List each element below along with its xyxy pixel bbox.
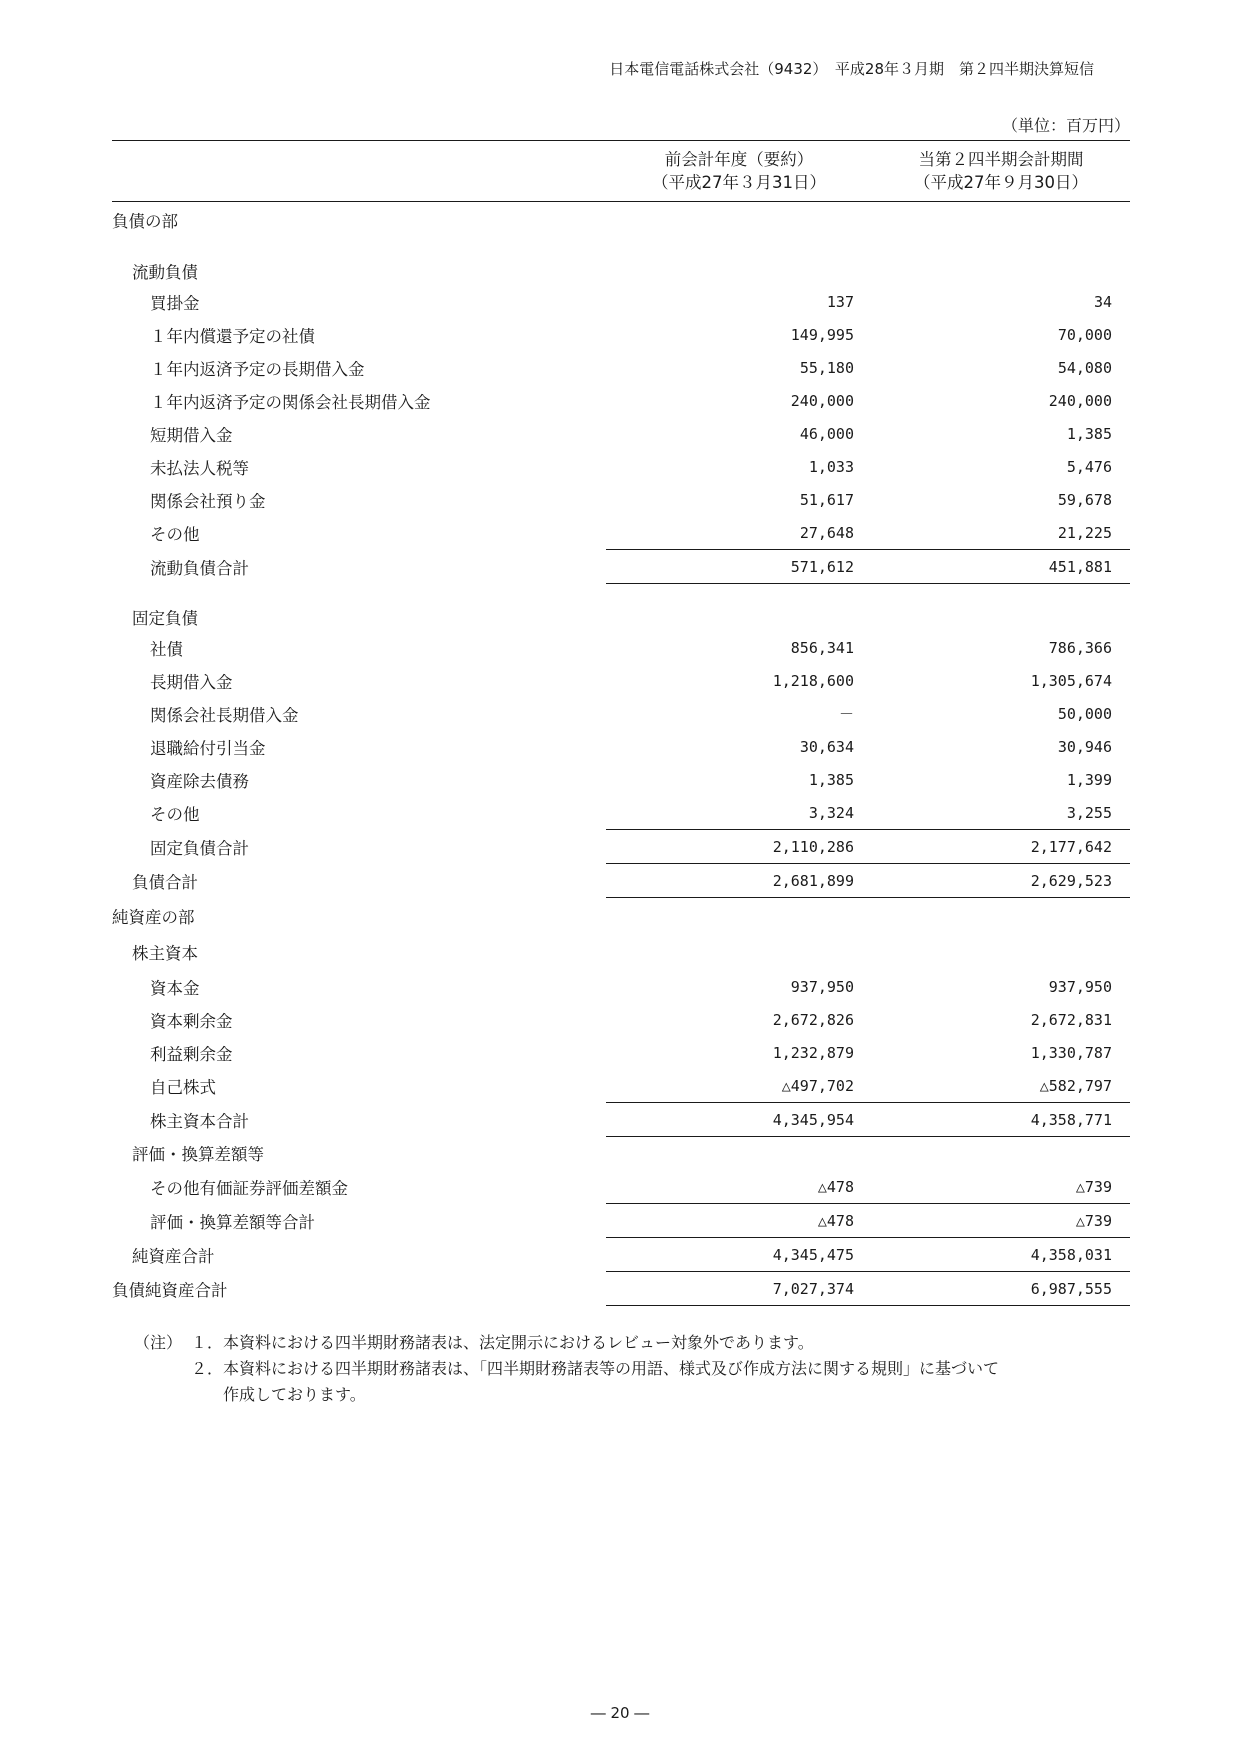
subtotal-row (112, 550, 1130, 584)
row-label: 長期借入金 (150, 672, 233, 692)
value-curr: 4,358,771 (872, 1103, 1130, 1137)
value-prev: 1,385 (808, 770, 854, 789)
table-header-row (112, 141, 1130, 202)
grand-total-row (112, 1272, 1130, 1306)
value-curr: △739 (872, 1204, 1130, 1238)
table-row (112, 1137, 1130, 1171)
subsection-heading: 株主資本 (132, 944, 198, 963)
value-curr: 30,946 (1057, 737, 1112, 756)
row-label: 負債合計 (132, 872, 198, 892)
value-prev: △478 (606, 1204, 872, 1238)
row-label: 固定負債合計 (150, 838, 249, 858)
value-curr: 3,255 (1066, 803, 1112, 822)
value-prev: 46,000 (799, 424, 854, 443)
table-row (112, 351, 1130, 384)
table-row (112, 1036, 1130, 1069)
value-curr: 59,678 (1057, 490, 1112, 509)
value-curr: 21,225 (1057, 523, 1112, 542)
value-prev: 27,648 (799, 523, 854, 542)
row-label: 社債 (150, 639, 183, 659)
value-prev: 137 (826, 292, 854, 311)
row-label: 関係会社預り金 (150, 491, 266, 511)
row-label: 資本剰余金 (150, 1011, 233, 1031)
value-curr: 1,305,674 (1030, 671, 1112, 690)
row-label: その他有価証券評価差額金 (150, 1178, 348, 1198)
row-label: 関係会社長期借入金 (150, 705, 299, 725)
table-row (112, 970, 1130, 1003)
row-label: 利益剰余金 (150, 1044, 233, 1064)
notes-section (134, 1330, 1134, 1408)
value-curr: 451,881 (872, 550, 1130, 584)
table-row (112, 1170, 1130, 1204)
table-row (112, 238, 1130, 285)
section-heading: 負債の部 (112, 212, 178, 231)
subtotal-row (112, 1204, 1130, 1238)
value-prev: 7,027,374 (606, 1272, 872, 1306)
value-prev: △497,702 (781, 1076, 854, 1095)
value-curr: 937,950 (1048, 977, 1112, 996)
value-prev: 2,110,286 (606, 830, 872, 864)
value-curr: △582,797 (1039, 1076, 1112, 1095)
table-row (112, 763, 1130, 796)
row-label: １年内返済予定の長期借入金 (150, 359, 365, 379)
row-label: その他 (150, 524, 200, 544)
row-label: 純資産合計 (132, 1246, 215, 1266)
subsection-heading: 評価・換算差額等 (132, 1145, 264, 1165)
value-curr: 786,366 (1048, 638, 1112, 657)
column-header-prev-line2: （平成27年３月31日） (652, 173, 826, 192)
row-label: 資本金 (150, 978, 200, 998)
row-label: 自己株式 (150, 1077, 216, 1097)
header-blank (112, 141, 606, 202)
value-prev: 1,033 (808, 457, 854, 476)
notes-prefix: （注） (134, 1333, 183, 1352)
value-prev: 1,218,600 (772, 671, 854, 690)
document-header: 日本電信電話株式会社（9432） 平成28年３月期 第２四半期決算短信 (609, 60, 1094, 78)
total-row (112, 864, 1130, 898)
value-prev: 4,345,954 (606, 1103, 872, 1137)
column-header-prev (606, 141, 872, 202)
subtotal-row (112, 1103, 1130, 1137)
row-label: 株主資本合計 (150, 1111, 249, 1131)
section-heading: 純資産の部 (112, 907, 195, 927)
table-row (112, 796, 1130, 830)
row-label: その他 (150, 804, 200, 824)
value-prev: 1,232,879 (772, 1043, 854, 1062)
row-label: １年内返済予定の関係会社長期借入金 (150, 392, 431, 412)
value-curr: 54,080 (1057, 358, 1112, 377)
value-curr: 6,987,555 (872, 1272, 1130, 1306)
value-prev: 937,950 (790, 977, 854, 996)
table-row (112, 285, 1130, 318)
total-row (112, 1238, 1130, 1272)
table-row (112, 1069, 1130, 1103)
table-row (112, 730, 1130, 763)
value-curr: △739 (1075, 1177, 1112, 1196)
column-header-curr (872, 141, 1130, 202)
value-prev: 856,341 (790, 638, 854, 657)
value-prev: 2,672,826 (772, 1010, 854, 1029)
note-1 (134, 1330, 1134, 1356)
value-prev: 30,634 (799, 737, 854, 756)
table-row (112, 898, 1130, 935)
column-header-prev-line1: 前会計年度（要約） (664, 150, 814, 169)
subtotal-row (112, 830, 1130, 864)
column-header-curr-line1: 当第２四半期会計期間 (918, 150, 1084, 169)
value-curr: 240,000 (1048, 391, 1112, 410)
note-2 (134, 1356, 1134, 1408)
row-label: 評価・換算差額等合計 (150, 1212, 315, 1232)
value-prev: 2,681,899 (606, 864, 872, 898)
table-row (112, 584, 1130, 632)
value-prev: △478 (817, 1177, 854, 1196)
value-curr: 70,000 (1057, 325, 1112, 344)
row-label: 退職給付引当金 (150, 738, 266, 758)
value-prev: 55,180 (799, 358, 854, 377)
unit-label: （単位：百万円） (1001, 116, 1130, 135)
value-prev: － (838, 705, 854, 723)
note-1-text: １．本資料における四半期財務諸表は、法定開示におけるレビュー対象外であります。 (191, 1333, 814, 1352)
value-curr: 2,672,831 (1030, 1010, 1112, 1029)
value-prev: 3,324 (808, 803, 854, 822)
table-row (112, 384, 1130, 417)
value-curr: 50,000 (1057, 704, 1112, 723)
subsection-heading: 固定負債 (132, 609, 198, 628)
value-curr: 34 (1093, 292, 1112, 311)
note-2-line2: 作成しております。 (191, 1385, 366, 1404)
value-curr: 2,177,642 (872, 830, 1130, 864)
table-row (112, 697, 1130, 730)
table-row (112, 1003, 1130, 1036)
value-curr: 1,385 (1066, 424, 1112, 443)
table-row (112, 318, 1130, 351)
row-label: 短期借入金 (150, 425, 233, 445)
row-label: 資産除去債務 (150, 771, 249, 791)
row-label: １年内償還予定の社債 (150, 326, 315, 346)
note-2-line1: ２．本資料における四半期財務諸表は、「四半期財務諸表等の用語、様式及び作成方法に関する規則」に基づいて (191, 1359, 1000, 1378)
table-row (112, 450, 1130, 483)
value-curr: 5,476 (1066, 457, 1112, 476)
value-curr: 2,629,523 (872, 864, 1130, 898)
column-header-curr-line2: （平成27年９月30日） (914, 173, 1088, 192)
value-prev: 4,345,475 (606, 1238, 872, 1272)
row-label: 買掛金 (150, 293, 200, 313)
value-prev: 571,612 (606, 550, 872, 584)
table-row (112, 202, 1130, 239)
table-row (112, 934, 1130, 970)
balance-sheet-table (112, 140, 1130, 1306)
table-row (112, 483, 1130, 516)
table-row (112, 631, 1130, 664)
row-label: 流動負債合計 (150, 558, 249, 578)
page-number: ― 20 ― (590, 1704, 650, 1722)
row-label: 負債純資産合計 (112, 1280, 228, 1300)
value-curr: 1,330,787 (1030, 1043, 1112, 1062)
table-row (112, 516, 1130, 550)
value-prev: 240,000 (790, 391, 854, 410)
value-prev: 149,995 (790, 325, 854, 344)
value-curr: 1,399 (1066, 770, 1112, 789)
subsection-heading: 流動負債 (132, 263, 198, 282)
value-prev: 51,617 (799, 490, 854, 509)
table-row (112, 417, 1130, 450)
row-label: 未払法人税等 (150, 458, 249, 478)
value-curr: 4,358,031 (872, 1238, 1130, 1272)
table-row (112, 664, 1130, 697)
